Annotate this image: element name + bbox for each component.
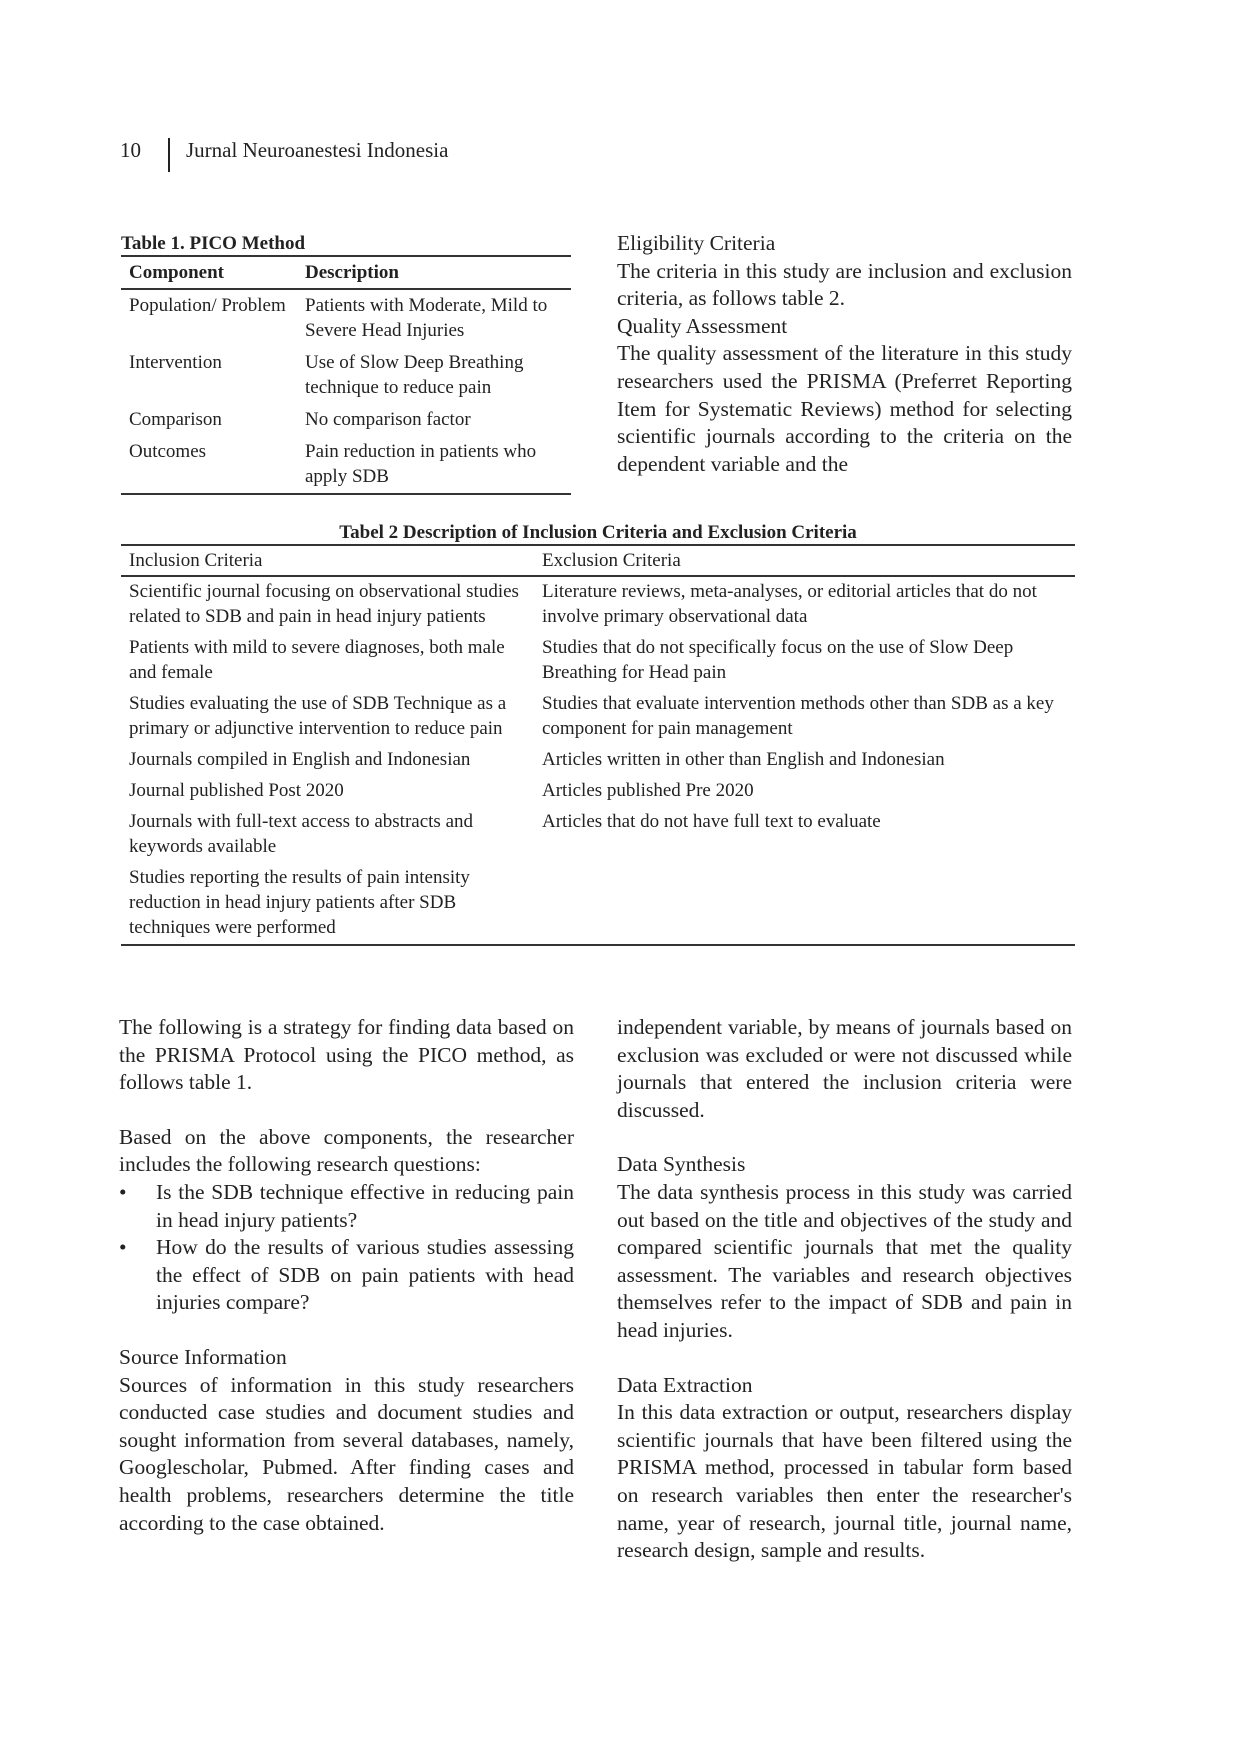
source-heading: Source Information (119, 1344, 287, 1369)
left-column-bottom (119, 1014, 574, 1537)
table-cell: Studies that evaluate intervention methods other than SDB as a key component for pain management (542, 693, 1054, 739)
table-row (121, 776, 1075, 807)
table2-caption: Tabel 2 Description of Inclusion Criteria and Exclusion Criteria (339, 522, 857, 543)
table-cell: Scientific journal focusing on observational studies related to SDB and pain in head injury patients (129, 581, 519, 627)
strategy-text: The following is a strategy for finding data based on the PRISMA Protocol using the PICO method, as follows table 1. (119, 1015, 574, 1095)
header-divider (168, 138, 170, 172)
right-column-bottom (617, 1014, 1072, 1565)
eligibility-heading: Eligibility Criteria (617, 231, 776, 255)
column-header: Description (297, 256, 571, 289)
table-header-row (121, 256, 571, 289)
column-header: Component (121, 256, 297, 289)
table-cell: Journals compiled in English and Indonesian (129, 749, 471, 770)
eligibility-text: The criteria in this study are inclusion and exclusion criteria, as follows table 2. (617, 258, 1072, 311)
pico-table-block (121, 233, 571, 495)
table-cell: Literature reviews, meta-analyses, or editorial articles that do not involve primary observational data (542, 581, 1037, 627)
table-cell: Articles published Pre 2020 (542, 780, 754, 801)
column-header: Exclusion Criteria (534, 545, 1075, 576)
journal-name: Jurnal Neuroanestesi Indonesia (186, 137, 449, 162)
table-cell: Studies evaluating the use of SDB Technique as a primary or adjunctive intervention to reduce pain (129, 693, 507, 739)
criteria-table-block (121, 522, 1075, 946)
table-row (121, 689, 1075, 745)
table-row (121, 807, 1075, 863)
table-cell: No comparison factor (305, 409, 471, 430)
table-row (121, 863, 1075, 945)
bullet-icon: • (119, 1179, 127, 1204)
pico-table (121, 255, 571, 495)
table-cell: Comparison (129, 409, 222, 430)
source-text: Sources of information in this study researchers conducted case studies and document studies and sought information from several databases, namely, Googlescholar, Pubmed. After finding cases and health problems, researchers determine the title according to the case obtained. (119, 1372, 574, 1535)
synthesis-heading: Data Synthesis (617, 1152, 746, 1177)
table-row (121, 289, 571, 347)
table-cell: Patients with Moderate, Mild to Severe Head Injuries (305, 295, 548, 341)
table-cell: Population/ Problem (129, 295, 286, 316)
synthesis-text: The data synthesis process in this study was carried out based on the title and objectives of the study and compared scientific journals that met the quality assessment. The variables and research objectives themselves refer to the impact of SDB and pain in head injuries. (617, 1179, 1072, 1342)
table-cell: Studies that do not specifically focus on the use of Slow Deep Breathing for Head pain (542, 637, 1014, 683)
table-cell: Patients with mild to severe diagnoses, both male and female (129, 637, 505, 683)
list-item (119, 1234, 574, 1317)
table-cell: Articles written in other than English and Indonesian (542, 749, 945, 770)
quality-text: The quality assessment of the literature in this study researchers used the PRISMA (Preferret Reporting Item for Systematic Reviews) method for selecting scientific journals according to the criteria on the dependent variable and the (617, 341, 1072, 476)
table-row (121, 436, 571, 494)
table-row (121, 633, 1075, 689)
table-cell: Studies reporting the results of pain intensity reduction in head injury patients after SDB techniques were performed (121, 863, 534, 945)
table-cell: Journals with full-text access to abstracts and keywords available (129, 811, 474, 857)
page-number: 10 (120, 137, 141, 162)
research-questions-list (119, 1179, 574, 1317)
quality-heading: Quality Assessment (617, 313, 788, 338)
table-row (121, 745, 1075, 776)
extraction-text: In this data extraction or output, researchers display scientific journals that have been filtered using the PRISMA method, processed in tabular form based on research variables then enter the researcher's name, year of research, journal title, journal name, research design, sample and results. (617, 1400, 1072, 1563)
table-cell: Journal published Post 2020 (129, 780, 344, 801)
table-cell: Pain reduction in patients who apply SDB (297, 436, 571, 494)
table-cell: Outcomes (121, 436, 297, 494)
extraction-heading: Data Extraction (617, 1372, 753, 1397)
table-cell: Articles that do not have full text to evaluate (542, 811, 881, 832)
table-cell (534, 863, 1075, 945)
criteria-table (121, 544, 1075, 946)
list-item-text: How do the results of various studies assessing the effect of SDB on pain patients with head injuries compare? (156, 1235, 574, 1315)
table1-caption: Table 1. PICO Method (121, 233, 306, 254)
list-item (119, 1179, 574, 1234)
table-cell: Intervention (129, 352, 222, 373)
list-item-text: Is the SDB technique effective in reducing pain in head injury patients? (156, 1179, 574, 1232)
table-header-row (121, 545, 1075, 576)
page-header (120, 133, 448, 167)
table-cell: Use of Slow Deep Breathing technique to reduce pain (305, 352, 524, 398)
questions-intro: Based on the above components, the researcher includes the following research questions: (119, 1124, 574, 1177)
table-row (121, 576, 1075, 633)
column-header: Inclusion Criteria (121, 545, 534, 576)
table-row (121, 347, 571, 404)
bullet-icon: • (119, 1235, 127, 1260)
continuation-text: independent variable, by means of journals based on exclusion was excluded or were not discussed while journals that entered the inclusion criteria were discussed. (617, 1015, 1072, 1122)
table-row (121, 404, 571, 436)
right-column-top (617, 230, 1072, 478)
